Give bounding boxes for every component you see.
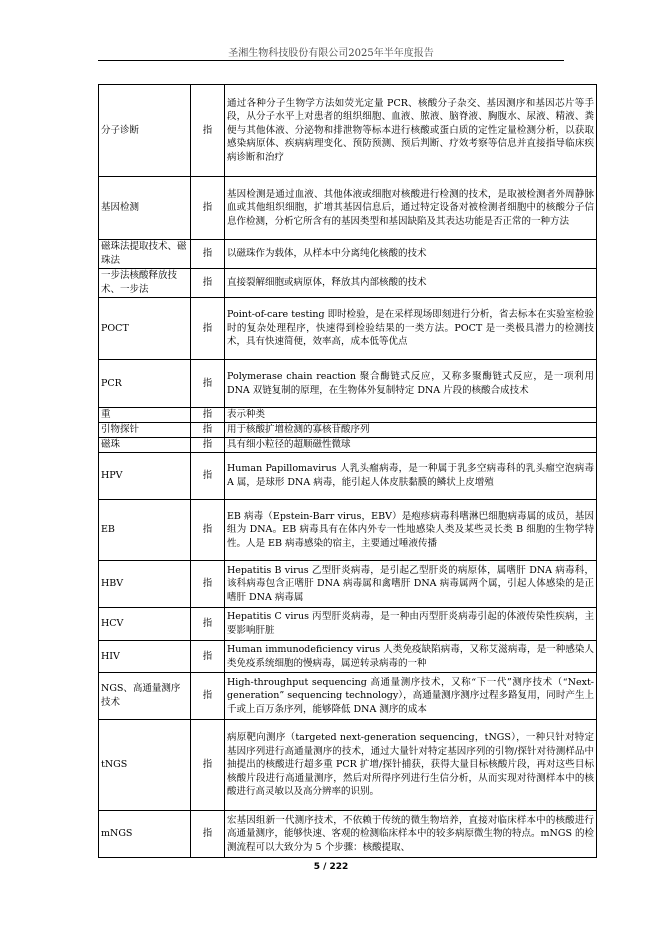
zhi-cell: 指 — [191, 438, 225, 453]
table-row — [99, 408, 597, 423]
definition-cell: 用于核酸扩增检测的寡核苷酸序列 — [225, 423, 597, 438]
definition-cell: 表示种类 — [225, 408, 597, 423]
table-row — [99, 85, 597, 177]
table-row — [99, 240, 597, 269]
term-cell: 重 — [99, 408, 191, 423]
table-row — [99, 269, 597, 298]
glossary-table — [98, 84, 597, 858]
table-row — [99, 641, 597, 673]
zhi-cell: 指 — [191, 811, 225, 858]
zhi-cell: 指 — [191, 360, 225, 408]
definition-cell: Hepatitis B virus 乙型肝炎病毒，是引起乙型肝炎的病原体，属嗜肝 DNA 病毒科，该科病毒包含正嗜肝 DNA 病毒属和禽嗜肝 DNA 病毒属两个属，引起人体感染的是正嗜肝 DNA 病毒属 — [225, 561, 597, 608]
zhi-cell: 指 — [191, 500, 225, 561]
header-divider — [98, 60, 564, 61]
term-cell: HPV — [99, 453, 191, 500]
definition-cell: EB 病毒（Epstein-Barr virus，EBV）是疱疹病毒科嗜淋巴细胞病毒属的成员，基因组为 DNA。EB 病毒具有在体内外专一性地感染人类及某些灵长类 B 细胞的生物学特性。人是 EB 病毒感染的宿主，主要通过唾液传播 — [225, 500, 597, 561]
term-cell: NGS、高通量测序技术 — [99, 673, 191, 720]
definition-cell: Hepatitis C virus 丙型肝炎病毒，是一种由丙型肝炎病毒引起的体液传染性疾病，主要影响肝脏 — [225, 608, 597, 641]
table-row — [99, 438, 597, 453]
definition-cell: 直接裂解细胞或病原体，释放其内部核酸的技术 — [225, 269, 597, 298]
term-cell: PCR — [99, 360, 191, 408]
page-header: 圣湘生物科技股份有限公司2025年半年度报告 — [228, 48, 434, 59]
zhi-cell: 指 — [191, 85, 225, 177]
zhi-cell: 指 — [191, 177, 225, 240]
term-cell: tNGS — [99, 720, 191, 811]
table-row — [99, 298, 597, 360]
page-number: 5 / 222 — [313, 862, 349, 872]
term-cell: EB — [99, 500, 191, 561]
zhi-cell: 指 — [191, 408, 225, 423]
definition-cell: High-throughput sequencing 高通量测序技术，又称“下一代”测序技术（“Next-generation” sequencing technology），高通量测序测序过程多路复用，同时产生上千或上百万条序列，能够降低 DNA 测序的成本 — [225, 673, 597, 720]
zhi-cell: 指 — [191, 608, 225, 641]
zhi-cell: 指 — [191, 453, 225, 500]
table-row — [99, 720, 597, 811]
term-cell: 引物探针 — [99, 423, 191, 438]
table-row — [99, 423, 597, 438]
zhi-cell: 指 — [191, 423, 225, 438]
definition-cell: 具有细小粒径的超顺磁性微球 — [225, 438, 597, 453]
definition-cell: 宏基因组新一代测序技术，不依赖于传统的微生物培养，直接对临床样本中的核酸进行高通量测序，能够快速、客观的检测临床样本中的较多病原微生物的特点。mNGS 的检测流程可以大致分为 5 个步骤：核酸提取、 — [225, 811, 597, 858]
table-row — [99, 453, 597, 500]
zhi-cell: 指 — [191, 561, 225, 608]
table-row — [99, 500, 597, 561]
term-cell: 磁珠法提取技术、磁珠法 — [99, 240, 191, 269]
zhi-cell: 指 — [191, 720, 225, 811]
term-cell: 基因检测 — [99, 177, 191, 240]
table-row — [99, 608, 597, 641]
table-row — [99, 561, 597, 608]
table-row — [99, 177, 597, 240]
term-cell: HBV — [99, 561, 191, 608]
term-cell: HIV — [99, 641, 191, 673]
term-cell: 分子诊断 — [99, 85, 191, 177]
zhi-cell: 指 — [191, 240, 225, 269]
term-cell: 一步法核酸释放技术、一步法 — [99, 269, 191, 298]
definition-cell: Human immunodeficiency virus 人类免疫缺陷病毒，又称艾滋病毒，是一种感染人类免疫系统细胞的慢病毒，属逆转录病毒的一种 — [225, 641, 597, 673]
zhi-cell: 指 — [191, 641, 225, 673]
term-cell: 磁珠 — [99, 438, 191, 453]
definition-cell: 病原靶向测序（targeted next-generation sequencing，tNGS），一种只针对特定基因序列进行高通量测序的技术，通过大量针对特定基因序列的引物/探针对待测样品中抽提出的核酸进行超多重 PCR 扩增/探针捕获，获得大量目标核酸片段，再对这些目标核酸片段进行高通量测序，然后对所得序列进行生信分析，从而实现对待测样本中的核酸进行高灵敏以及高分辨率的识别。 — [225, 720, 597, 811]
table-row — [99, 811, 597, 858]
table-row — [99, 673, 597, 720]
term-cell: POCT — [99, 298, 191, 360]
definition-cell: 基因检测是通过血液、其他体液或细胞对核酸进行检测的技术，是取被检测者外周静脉血或其他组织细胞，扩增其基因信息后，通过特定设备对被检测者细胞中的核酸分子信息作检测，分析它所含有的基因类型和基因缺陷及其表达功能是否正常的一种方法 — [225, 177, 597, 240]
zhi-cell: 指 — [191, 269, 225, 298]
zhi-cell: 指 — [191, 673, 225, 720]
definition-cell: 通过各种分子生物学方法如荧光定量 PCR、核酸分子杂交、基因测序和基因芯片等手段，从分子水平上对患者的组织细胞、血液、脓液、脑脊液、胸腹水、尿液、精液、粪便与其他体液、分泌物和排泄物等标本进行核酸或蛋白质的定性定量检测分析，以获取感染病原体、疾病病理变化、预防预测、预后判断、疗效考察等信息并直接指导临床疾病诊断和治疗 — [225, 85, 597, 177]
definition-cell: Polymerase chain reaction 聚合酶链式反应，又称多聚酶链式反应，是一项利用 DNA 双链复制的原理，在生物体外复制特定 DNA 片段的核酸合成技术 — [225, 360, 597, 408]
zhi-cell: 指 — [191, 298, 225, 360]
term-cell: mNGS — [99, 811, 191, 858]
table-row — [99, 360, 597, 408]
term-cell: HCV — [99, 608, 191, 641]
definition-cell: 以磁珠作为载体，从样本中分离纯化核酸的技术 — [225, 240, 597, 269]
definition-cell: Point-of-care testing 即时检验，是在采样现场即刻进行分析，省去标本在实验室检验时的复杂处理程序，快速得到检验结果的一类方法。POCT 是一类极具潜力的检测技术，具有快速简便，效率高，成本低等优点 — [225, 298, 597, 360]
definition-cell: Human Papillomavirus 人乳头瘤病毒，是一种属于乳多空病毒科的乳头瘤空泡病毒 A 属，是球形 DNA 病毒，能引起人体皮肤黏膜的鳞状上皮增殖 — [225, 453, 597, 500]
